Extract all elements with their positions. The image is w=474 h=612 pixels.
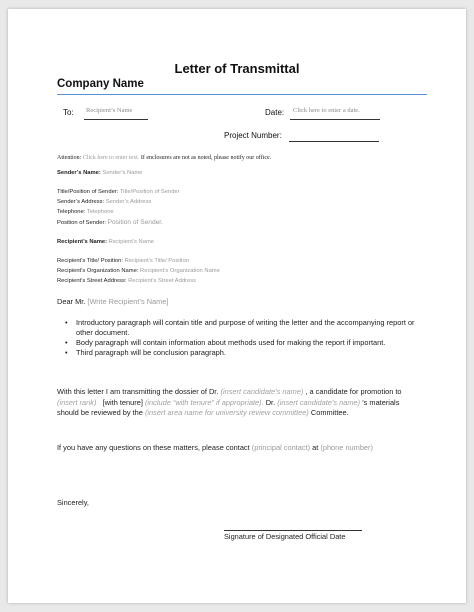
bullet-icon: • bbox=[65, 318, 68, 327]
paragraph-text: at bbox=[312, 443, 319, 452]
date-field[interactable]: Click here to enter a date. bbox=[293, 107, 360, 114]
paragraph-text: Committee. bbox=[310, 408, 349, 417]
date-underline bbox=[290, 119, 380, 120]
project-number-field[interactable] bbox=[289, 141, 379, 142]
company-name: Company Name bbox=[57, 78, 144, 90]
sender-title-line bbox=[57, 189, 180, 195]
bullet-icon: • bbox=[65, 348, 68, 357]
rank-field[interactable]: (insert rank) bbox=[57, 397, 97, 407]
sender-name-field[interactable]: Sender’s Name bbox=[102, 170, 143, 176]
bullet-list bbox=[57, 318, 431, 358]
recipient-title-label: Recipient’s Title/ Position: bbox=[57, 258, 123, 264]
paragraph-text: If you have any questions on these matters, please contact bbox=[57, 443, 250, 452]
date-label: Date: bbox=[265, 108, 285, 117]
recipient-name-field[interactable]: Recipient’s Name bbox=[108, 239, 154, 245]
project-number-label: Project Number: bbox=[224, 131, 282, 140]
salutation-prefix: Dear Mr. bbox=[57, 297, 86, 306]
phone-number-field[interactable]: (phone number) bbox=[320, 443, 373, 452]
contact-paragraph bbox=[57, 443, 412, 454]
recipient-name-line bbox=[57, 239, 154, 245]
telephone-field[interactable]: Telephone bbox=[86, 209, 114, 215]
attention-note: If enclosures are not as noted, please notify our office. bbox=[140, 155, 272, 161]
bullet-text: Body paragraph will contain information about methods used for making the report if important. bbox=[76, 338, 386, 347]
document-page bbox=[8, 9, 466, 603]
sender-position-field[interactable]: Position of Sender. bbox=[107, 219, 163, 226]
telephone-line bbox=[57, 209, 114, 215]
signature-line[interactable] bbox=[224, 530, 362, 531]
sender-address-line bbox=[57, 199, 151, 205]
recipient-title-line bbox=[57, 258, 189, 264]
committee-field[interactable]: (insert area name for university review committee) bbox=[144, 408, 309, 417]
attention-field[interactable]: Click here to enter text. bbox=[82, 155, 140, 161]
salutation bbox=[57, 297, 168, 308]
recipient-org-field[interactable]: Recipient’s Organization Name bbox=[140, 268, 220, 274]
telephone-label: Telephone: bbox=[57, 209, 86, 215]
list-item bbox=[65, 338, 431, 348]
sender-address-field[interactable]: Sender’s Address bbox=[105, 199, 152, 205]
sender-name-line bbox=[57, 170, 143, 176]
bullet-icon: • bbox=[65, 338, 68, 347]
closing: Sincerely, bbox=[57, 498, 89, 507]
sender-name-label: Sender’s Name: bbox=[57, 170, 101, 176]
recipient-org-line bbox=[57, 268, 220, 274]
candidate-name-field[interactable]: (insert candidate’s name) bbox=[220, 387, 304, 396]
paragraph-text: [with tenure] bbox=[102, 397, 143, 407]
to-underline bbox=[84, 119, 148, 120]
paragraph-text: ’s materials should be reviewed by the bbox=[57, 397, 400, 417]
recipient-address-label: Recipient’s Street Address: bbox=[57, 278, 127, 284]
salutation-name-field[interactable]: [Write Recipient’s Name] bbox=[87, 297, 169, 306]
sender-address-label: Sender’s Address: bbox=[57, 199, 105, 205]
tenure-field[interactable]: (include “with tenure” if appropriate). bbox=[144, 397, 264, 407]
recipient-address-line bbox=[57, 278, 196, 284]
to-field[interactable]: Recipient’s Name bbox=[86, 107, 133, 114]
recipient-org-label: Recipient’s Organization Name: bbox=[57, 268, 139, 274]
list-item bbox=[65, 318, 431, 338]
signature-label: Signature of Designated Official Date bbox=[224, 532, 346, 541]
recipient-name-label: Recipient’s Name: bbox=[57, 239, 108, 245]
document-title: Letter of Transmittal bbox=[174, 61, 300, 76]
sender-position-label: Position of Sender: bbox=[57, 220, 106, 226]
recipient-title-field[interactable]: Recipient’s Title/ Position bbox=[124, 258, 189, 264]
transmit-paragraph bbox=[57, 387, 412, 419]
attention-label: Attention: bbox=[57, 155, 82, 161]
sender-position-line bbox=[57, 219, 163, 226]
paragraph-text: , a candidate for promotion to bbox=[305, 387, 402, 396]
bullet-text: Third paragraph will be conclusion paragraph. bbox=[76, 348, 226, 357]
sender-title-field[interactable]: Title/Position of Sender bbox=[119, 189, 180, 195]
bullet-text: Introductory paragraph will contain title and purpose of writing the letter and the accompanying report or other document. bbox=[76, 318, 415, 337]
paragraph-text: With this letter I am transmitting the dossier of Dr. bbox=[57, 387, 219, 396]
candidate-name-field-2[interactable]: (insert candidate’s name) bbox=[277, 397, 361, 407]
sender-title-label: Title/Position of Sender: bbox=[57, 189, 119, 195]
principal-contact-field[interactable]: (principal contact) bbox=[251, 443, 311, 452]
recipient-address-field[interactable]: Recipient’s Street Address bbox=[128, 278, 197, 284]
paragraph-text: Dr. bbox=[265, 397, 276, 407]
list-item bbox=[65, 348, 431, 358]
to-label: To: bbox=[63, 108, 74, 117]
title-divider bbox=[57, 94, 427, 95]
attention-line bbox=[57, 155, 271, 161]
